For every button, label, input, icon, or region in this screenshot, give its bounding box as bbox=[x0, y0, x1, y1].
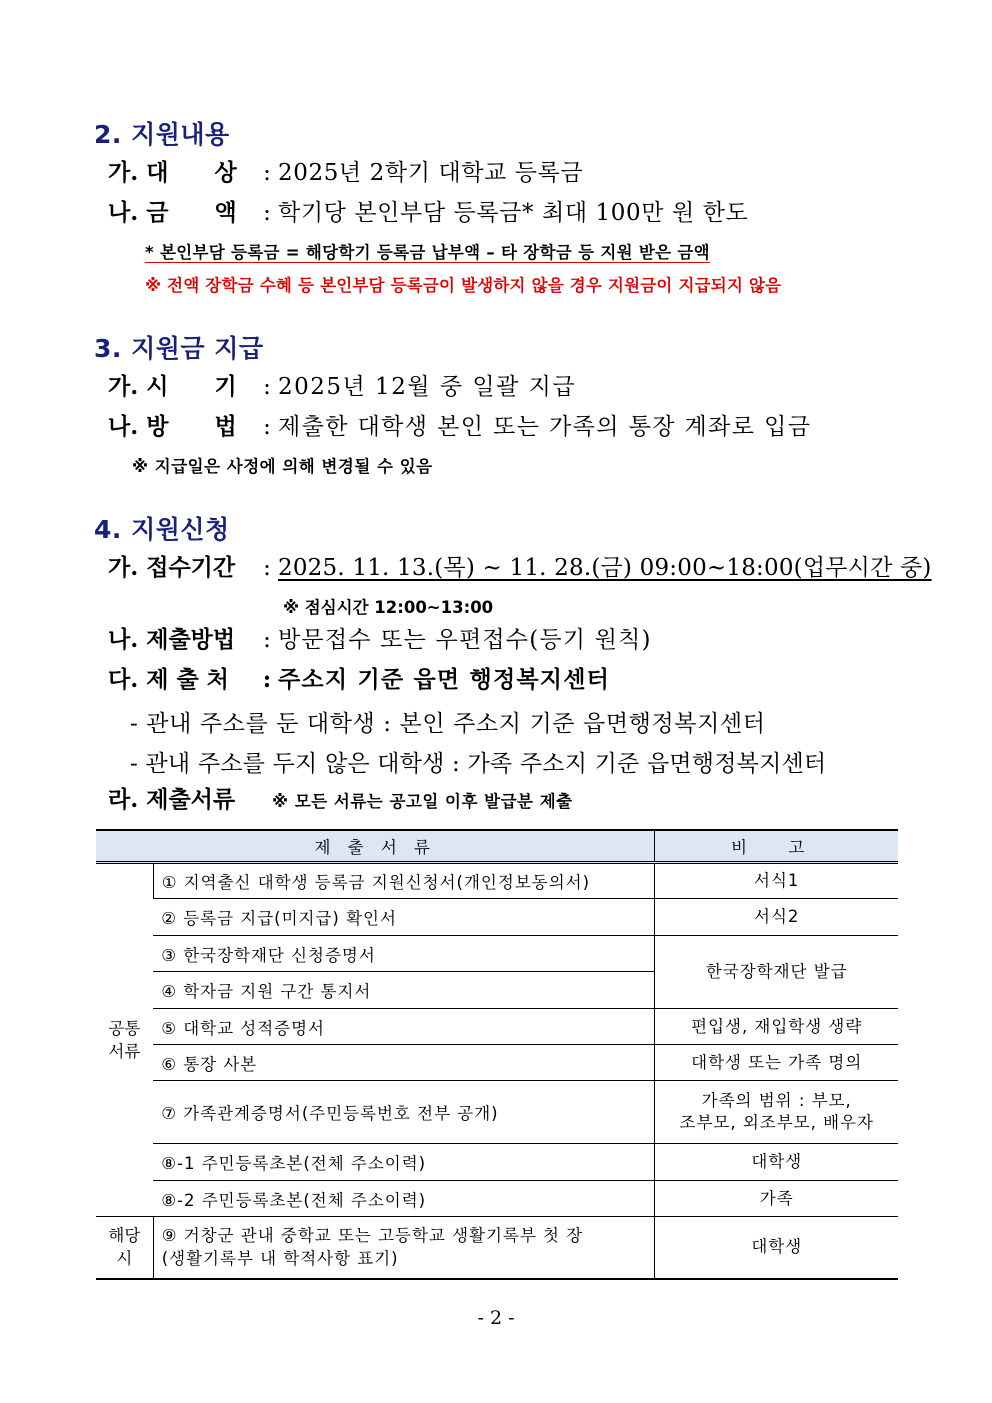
doc-note: 한국장학재단 발급 bbox=[655, 936, 898, 1009]
documents-table bbox=[96, 829, 898, 1280]
submit-method-row bbox=[108, 625, 652, 655]
doc-note: 대학생 bbox=[655, 1217, 898, 1279]
colon: : bbox=[263, 414, 271, 440]
doc-item: ⑧-2 주민등록초본(전체 주소이력) bbox=[153, 1181, 655, 1217]
payment-time-value: 2025년 12월 중 일괄 지급 bbox=[278, 374, 577, 400]
colon: : bbox=[263, 200, 271, 226]
submit-to-label: 다. 제 출 처 bbox=[108, 666, 229, 693]
section-2-heading: 2. 지원내용 bbox=[94, 120, 230, 149]
page-number: - 2 - bbox=[477, 1307, 515, 1329]
payment-method-value: 제출한 대학생 본인 또는 가족의 통장 계좌로 입금 bbox=[278, 414, 812, 440]
docs-note: ※ 모든 서류는 공고일 이후 발급분 제출 bbox=[272, 792, 573, 811]
doc-note: 대학생 또는 가족 명의 bbox=[655, 1045, 898, 1081]
colon: : bbox=[263, 160, 271, 186]
doc-item: ⑥ 통장 사본 bbox=[153, 1045, 655, 1081]
doc-item: ④ 학자금 지원 구간 통지서 bbox=[153, 972, 655, 1009]
docs-label: 라. 제출서류 bbox=[108, 786, 236, 813]
doc-note: 가족 bbox=[655, 1181, 898, 1217]
no-payment-warning: ※ 전액 장학금 수혜 등 본인부담 등록금이 발생하지 않을 경우 지원금이 지급되지 않음 bbox=[145, 276, 782, 295]
target-label: 가. 대 상 bbox=[108, 159, 237, 186]
table-row bbox=[96, 863, 898, 899]
table-row bbox=[96, 1081, 898, 1144]
colon: : bbox=[263, 555, 271, 581]
colon: : bbox=[263, 627, 271, 653]
category-if-applicable: 해당 시 bbox=[96, 1217, 153, 1279]
table-row bbox=[96, 1217, 898, 1279]
doc-item: ⑧-1 주민등록초본(전체 주소이력) bbox=[153, 1144, 655, 1181]
submit-to-row bbox=[108, 665, 610, 695]
dash-item-resident: - 관내 주소를 둔 대학생 : 본인 주소지 기준 읍면행정복지센터 bbox=[130, 711, 766, 737]
table-row bbox=[96, 1181, 898, 1217]
table-row bbox=[96, 936, 898, 972]
table-row bbox=[96, 1144, 898, 1181]
docs-row bbox=[108, 785, 573, 817]
doc-note: 서식1 bbox=[655, 863, 898, 899]
colon: : bbox=[263, 374, 271, 400]
header-docs: 제 출 서 류 bbox=[96, 830, 655, 863]
period-label: 가. 접수기간 bbox=[108, 554, 236, 581]
doc-item: ③ 한국장학재단 신청증명서 bbox=[153, 936, 655, 972]
doc-item: ② 등록금 지급(미지급) 확인서 bbox=[153, 899, 655, 936]
period-row bbox=[108, 553, 932, 583]
doc-note: 편입생, 재입학생 생략 bbox=[655, 1009, 898, 1045]
section-4-heading: 4. 지원신청 bbox=[94, 515, 230, 544]
payment-time-row bbox=[108, 372, 576, 402]
amount-row bbox=[108, 198, 748, 228]
payment-date-note: ※ 지급일은 사정에 의해 변경될 수 있음 bbox=[132, 457, 433, 476]
doc-note: 서식2 bbox=[655, 899, 898, 936]
table-row bbox=[96, 1045, 898, 1081]
period-value: 2025. 11. 13.(목) ~ 11. 28.(금) 09:00~18:00(업무시간 중) bbox=[278, 555, 932, 581]
target-row bbox=[108, 158, 583, 188]
submit-method-label: 나. 제출방법 bbox=[108, 626, 236, 653]
payment-method-label: 나. 방 법 bbox=[108, 413, 237, 440]
colon: : bbox=[262, 666, 272, 693]
submit-to-value: 주소지 기준 읍면 행정복지센터 bbox=[278, 666, 611, 693]
dash-item-nonresident: - 관내 주소를 두지 않은 대학생 : 가족 주소지 기준 읍면행정복지센터 bbox=[130, 751, 827, 777]
tuition-footnote: * 본인부담 등록금 = 해당학기 등록금 납부액 – 타 장학금 등 지원 받은 금액 bbox=[145, 243, 710, 262]
doc-item: ① 지역출신 대학생 등록금 지원신청서(개인정보동의서) bbox=[153, 863, 655, 899]
category-common: 공통 서류 bbox=[96, 863, 153, 1217]
table-row bbox=[96, 899, 898, 936]
table-header-row bbox=[96, 830, 898, 863]
section-3-heading: 3. 지원금 지급 bbox=[94, 334, 264, 363]
table-row bbox=[96, 1009, 898, 1045]
doc-item: ⑨ 거창군 관내 중학교 또는 고등학교 생활기록부 첫 장 (생활기록부 내 학적사항 표기) bbox=[153, 1217, 655, 1279]
header-note: 비 고 bbox=[655, 830, 898, 863]
doc-item: ⑦ 가족관계증명서(주민등록번호 전부 공개) bbox=[153, 1081, 655, 1144]
doc-item: ⑤ 대학교 성적증명서 bbox=[153, 1009, 655, 1045]
payment-time-label: 가. 시 기 bbox=[108, 373, 237, 400]
doc-note: 가족의 범위 : 부모, 조부모, 외조부모, 배우자 bbox=[655, 1081, 898, 1144]
target-value: 2025년 2학기 대학교 등록금 bbox=[278, 160, 584, 186]
lunch-time-note: ※ 점심시간 12:00~13:00 bbox=[283, 598, 494, 617]
amount-label: 나. 금 액 bbox=[108, 199, 237, 226]
amount-value: 학기당 본인부담 등록금* 최대 100만 원 한도 bbox=[278, 200, 749, 226]
submit-method-value: 방문접수 또는 우편접수(등기 원칙) bbox=[278, 627, 652, 653]
doc-note: 대학생 bbox=[655, 1144, 898, 1181]
payment-method-row bbox=[108, 412, 811, 442]
